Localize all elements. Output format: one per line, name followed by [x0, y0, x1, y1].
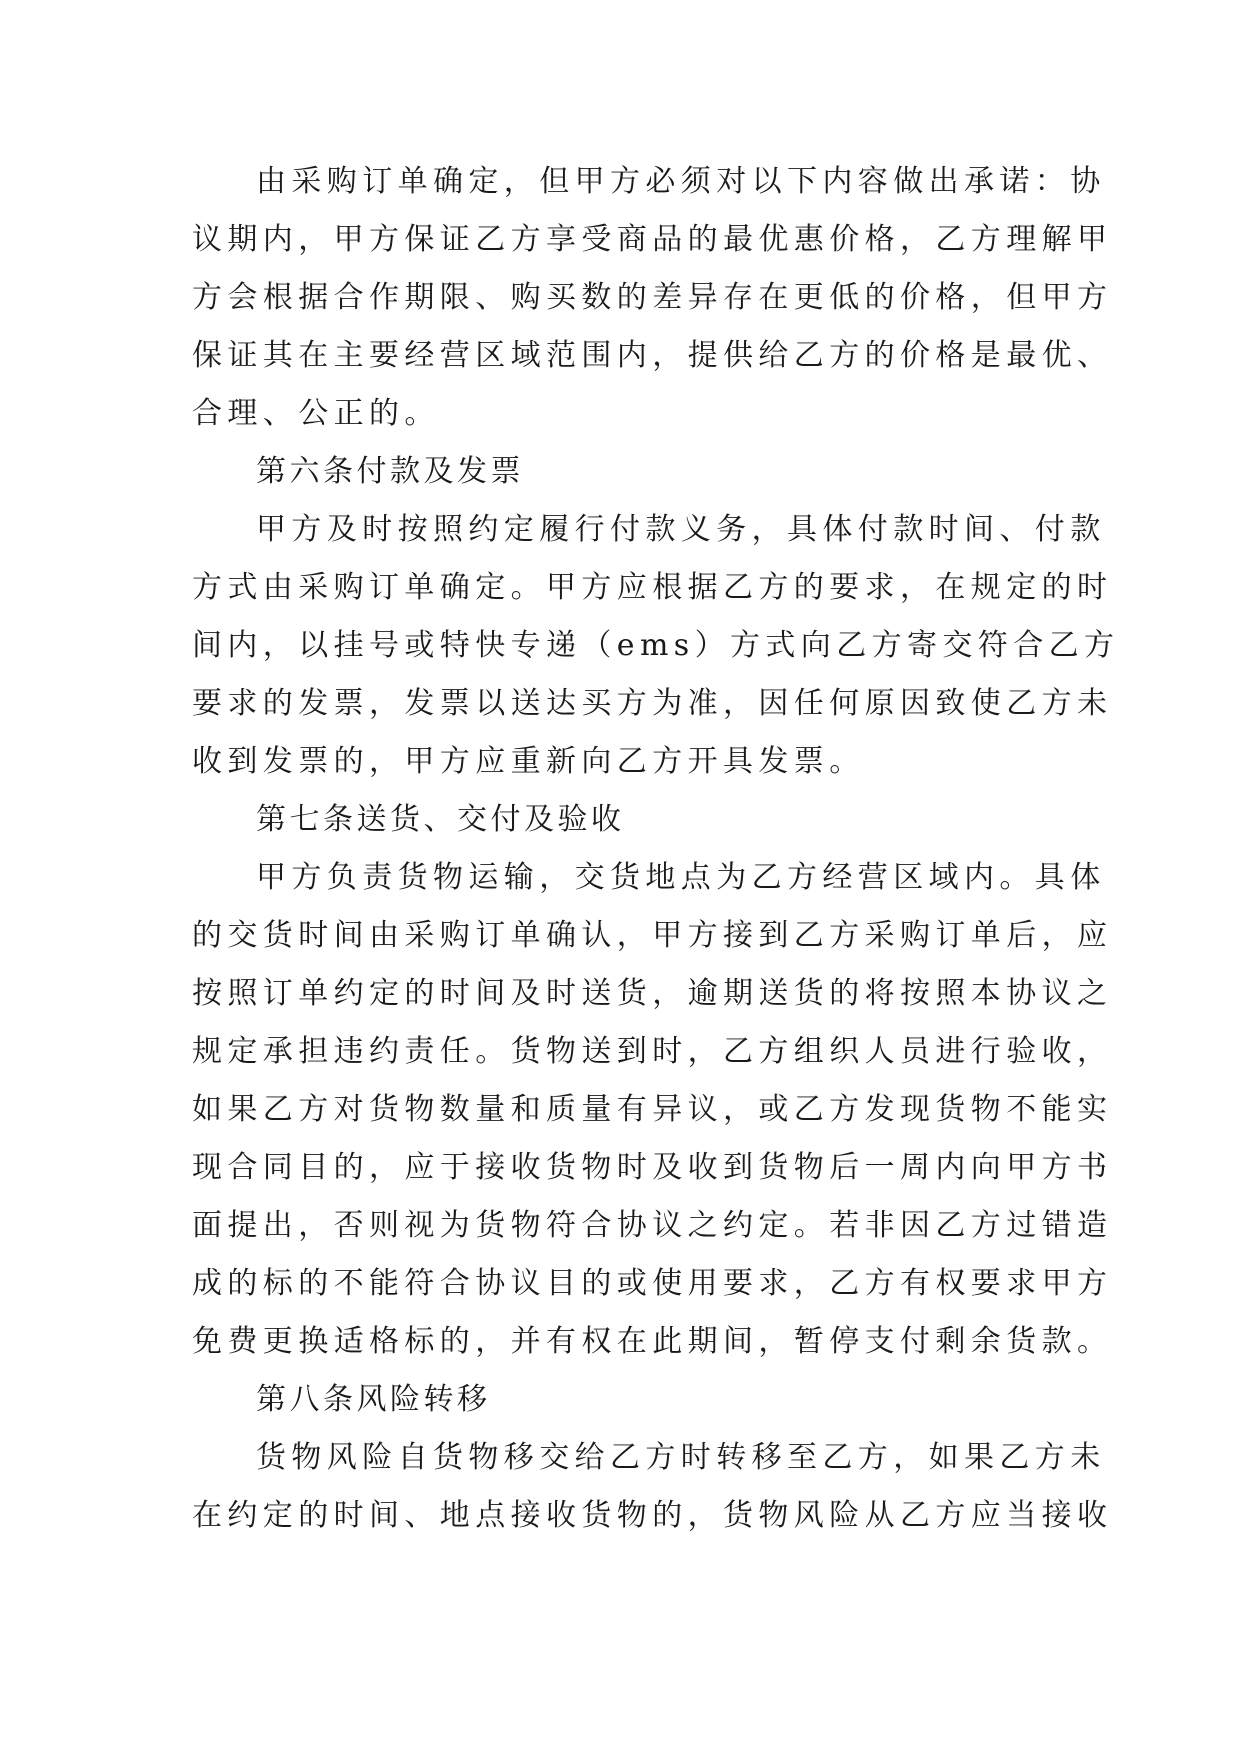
text-line: 收到发票的，甲方应重新向乙方开具发票。	[192, 744, 865, 779]
document-body	[192, 162, 1120, 1554]
text-line: 货物风险自货物移交给乙方时转移至乙方，如果乙方未	[256, 1440, 1106, 1475]
section-heading: 第八条风险转移	[256, 1382, 491, 1417]
text-line: 如果乙方对货物数量和质量有异议，或乙方发现货物不能实	[192, 1092, 1113, 1127]
text-line: 在约定的时间、地点接收货物的，货物风险从乙方应当接收	[192, 1498, 1113, 1533]
text-line: 按照订单约定的时间及时送货，逾期送货的将按照本协议之	[192, 976, 1113, 1011]
text-line: 成的标的不能符合协议目的或使用要求，乙方有权要求甲方	[192, 1266, 1113, 1301]
text-line: 方式由采购订单确定。甲方应根据乙方的要求，在规定的时	[192, 570, 1113, 605]
text-line: 间内，以挂号或特快专递（ems）方式向乙方寄交符合乙方	[192, 628, 1120, 663]
section-heading: 第七条送货、交付及验收	[256, 802, 625, 837]
text-line: 甲方负责货物运输，交货地点为乙方经营区域内。具体	[256, 860, 1106, 895]
text-line: 议期内，甲方保证乙方享受商品的最优惠价格，乙方理解甲	[192, 222, 1113, 257]
text-line: 甲方及时按照约定履行付款义务，具体付款时间、付款	[256, 512, 1106, 547]
text-line: 免费更换适格标的，并有权在此期间，暂停支付剩余货款。	[192, 1324, 1113, 1359]
section-heading: 第六条付款及发票	[256, 454, 524, 489]
text-line: 的交货时间由采购订单确认，甲方接到乙方采购订单后，应	[192, 918, 1113, 953]
text-line: 方会根据合作期限、购买数的差异存在更低的价格，但甲方	[192, 280, 1113, 315]
text-line: 由采购订单确定，但甲方必须对以下内容做出承诺：协	[256, 164, 1106, 199]
text-line: 要求的发票，发票以送达买方为准，因任何原因致使乙方未	[192, 686, 1113, 721]
text-line: 面提出，否则视为货物符合协议之约定。若非因乙方过错造	[192, 1208, 1113, 1243]
text-line: 合理、公正的。	[192, 396, 440, 431]
text-line: 保证其在主要经营区域范围内，提供给乙方的价格是最优、	[192, 338, 1113, 373]
text-line: 规定承担违约责任。货物送到时，乙方组织人员进行验收，	[192, 1034, 1113, 1069]
text-line: 现合同目的，应于接收货物时及收到货物后一周内向甲方书	[192, 1150, 1113, 1185]
